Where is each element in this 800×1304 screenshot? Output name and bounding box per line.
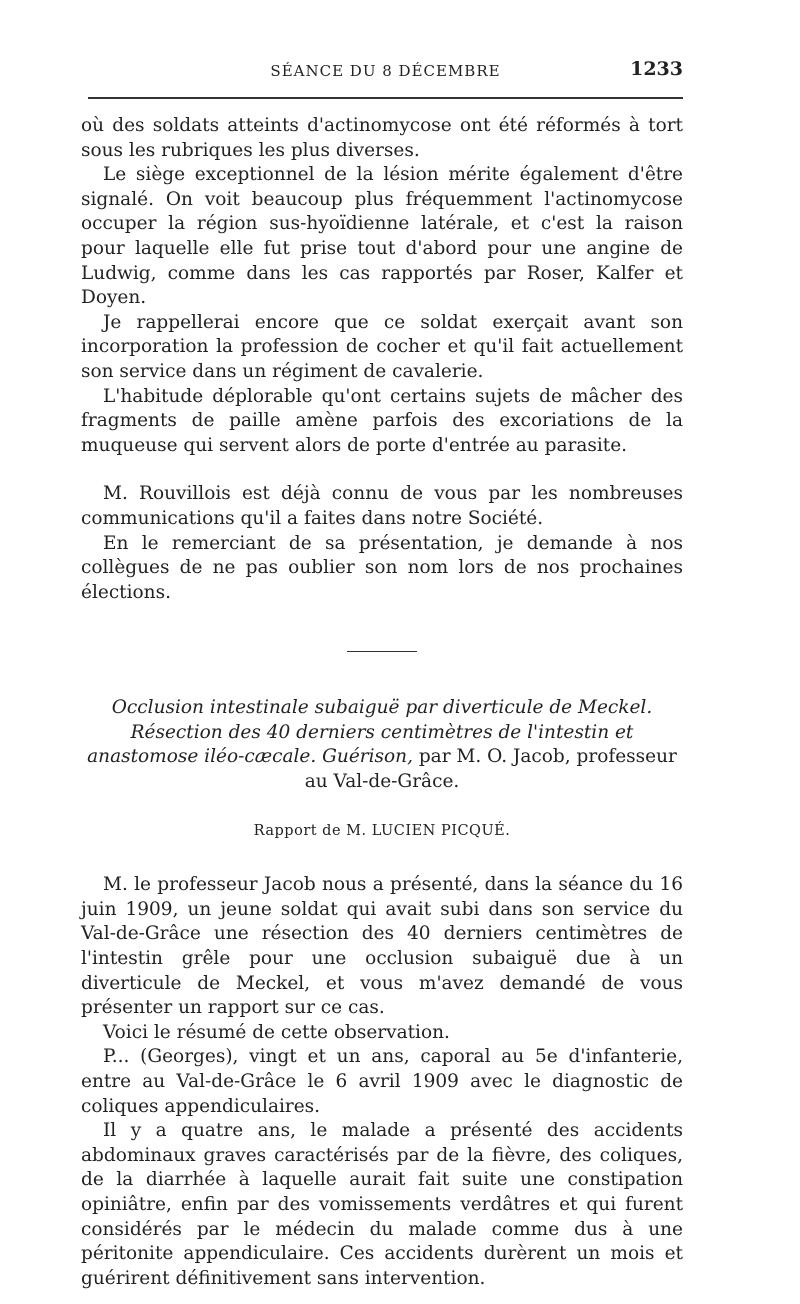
paragraph: L'habitude déplorable qu'ont certains sujets de mâcher des fragments de paille amène parfois des excoriations de la muqueuse qui servent alors de porte d'entrée au parasite.	[81, 385, 683, 456]
header-rule	[88, 97, 683, 99]
rapport-heading: Rapport de M. LUCIEN PICQUÉ.	[253, 822, 511, 839]
paragraph: P... (Georges), vingt et un ans, caporal au 5e d'infanterie, entre au Val-de-Grâce le 6 avril 1909 avec le diagnostic de coliques appendiculaires.	[81, 1046, 683, 1117]
paragraph: Le siège exceptionnel de la lésion mérite également d'être signalé. On voit beaucoup plus fréquemment l'actinomycose occuper la région sus-hyoïdienne latérale, et c'est la raison pour laquelle elle fut prise tout d'abord pour une angine de Ludwig, comme dans les cas rapportés par Roser, Kalfer et Doyen.	[81, 164, 683, 309]
article-title-text: Occlusion intestinale subaiguë par diverticule de Meckel. Résection des 40 derniers centimètres de l'intestin et anastomose iléo-cæcale. Guérison,	[87, 697, 653, 768]
paragraph: Il y a quatre ans, le malade a présenté des accidents abdominaux graves caractérisés par de la fièvre, des coliques, de la diarrhée à laquelle aurait fait suite une constipation opiniâtre, enfin par des vomissements verdâtres et qui furent considérés par le médecin du malade comme dus à une péritonite appendiculaire. Ces accidents durèrent un mois et guérirent définitivement sans intervention.	[81, 1120, 683, 1289]
running-header	[88, 58, 683, 88]
body-text	[81, 114, 683, 1291]
header-title: SÉANCE DU 8 DÉCEMBRE	[270, 62, 501, 80]
page-number: 1233	[630, 58, 683, 80]
paragraph: M. Rouvillois est déjà connu de vous par les nombreuses communications qu'il a faites dans notre Société.	[81, 483, 683, 529]
section-divider	[347, 651, 417, 652]
article-author: par M. O. Jacob, professeur au Val-de-Grâce.	[304, 746, 677, 793]
paragraph: M. le professeur Jacob nous a présenté, dans la séance du 16 juin 1909, un jeune soldat qui avait subi dans son service du Val-de-Grâce une résection des 40 derniers centimètres de l'intestin grêle pour une occlusion subaiguë due à un diverticule de Meckel, et vous m'avez demandé de vous présenter un rapport sur ce cas.	[81, 874, 683, 1019]
paragraph: En le remerciant de sa présentation, je demande à nos collègues de ne pas oublier son nom lors de nos prochaines élections.	[81, 532, 683, 603]
paragraph: Je rappellerai encore que ce soldat exerçait avant son incorporation la profession de cocher et qu'il fait actuellement son service dans un régiment de cavalerie.	[81, 311, 683, 382]
paragraph: où des soldats atteints d'actinomycose ont été réformés à tort sous les rubriques les plus diverses.	[81, 115, 683, 161]
spacer	[81, 458, 683, 482]
paragraph: Voici le résumé de cette observation.	[103, 1021, 450, 1043]
article-title	[81, 696, 683, 794]
